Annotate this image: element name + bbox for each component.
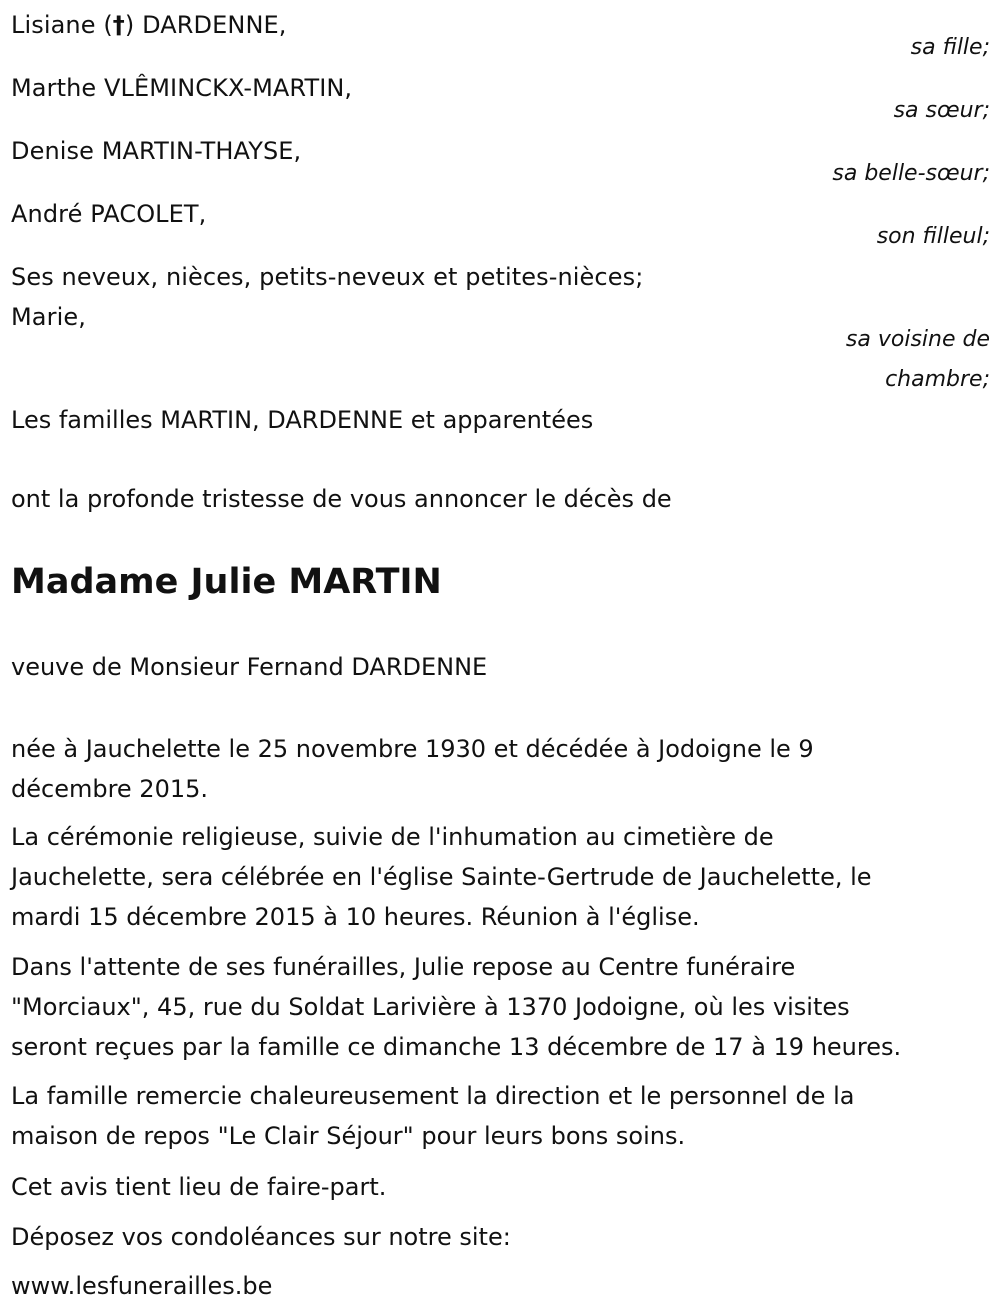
widow-of-text: veuve de Monsieur Fernand DARDENNE — [11, 653, 488, 681]
paragraph-line: La cérémonie religieuse, suivie de l'inhumation au cimetière de — [11, 823, 774, 851]
paragraph-line: "Morciaux", 45, rue du Soldat Larivière à 1370 Jodoigne, où les visites — [11, 993, 850, 1021]
name-prefix: Lisiane ( — [11, 11, 113, 39]
paragraph-line: Jauchelette, sera célébrée en l'église Sainte-Gertrude de Jauchelette, le — [11, 863, 872, 891]
neighbor-relation-line2: chambre; — [885, 367, 990, 392]
ceremony-paragraph — [11, 817, 996, 937]
paragraph-line: née à Jauchelette le 25 novembre 1930 et décédée à Jodoigne le 9 — [11, 735, 814, 763]
paragraph-line: décembre 2015. — [11, 775, 209, 803]
paragraph-line: Cet avis tient lieu de faire-part. — [11, 1173, 387, 1201]
birth-death-paragraph — [11, 729, 996, 809]
neighbor-relation-line1: sa voisine de — [845, 327, 990, 352]
paragraph-line: La famille remercie chaleureusement la direction et le personnel de la — [11, 1082, 855, 1110]
families-line: Les familles MARTIN, DARDENNE et apparentées — [11, 406, 594, 434]
website-url[interactable]: www.lesfunerailles.be — [11, 1272, 273, 1300]
family-member-name — [11, 10, 287, 40]
family-member-relation: sa sœur; — [893, 98, 990, 123]
deceased-name: Madame Julie MARTIN — [11, 562, 442, 602]
thanks-paragraph — [11, 1076, 996, 1156]
notice-text — [11, 1167, 996, 1207]
paragraph-line: mardi 15 décembre 2015 à 10 heures. Réunion à l'église. — [11, 903, 700, 931]
condolences-text — [11, 1217, 996, 1257]
name-suffix: ) DARDENNE, — [124, 11, 287, 39]
family-member-name: André PACOLET, — [11, 200, 207, 228]
family-member-relation: sa belle-sœur; — [832, 161, 990, 186]
family-member-relation: sa fille; — [910, 35, 990, 60]
visitation-paragraph — [11, 947, 996, 1067]
paragraph-line: maison de repos "Le Clair Séjour" pour leurs bons soins. — [11, 1122, 686, 1150]
cross-icon: † — [112, 11, 125, 39]
family-member-name: Marthe VLÊMINCKX-MARTIN, — [11, 74, 353, 102]
paragraph-line: Déposez vos condoléances sur notre site: — [11, 1223, 511, 1251]
announcement-text: ont la profonde tristesse de vous annoncer le décès de — [11, 485, 672, 513]
website-link[interactable] — [11, 1266, 996, 1306]
nephews-line: Ses neveux, nièces, petits-neveux et petites-nièces; — [11, 263, 644, 291]
paragraph-line: seront reçues par la famille ce dimanche 13 décembre de 17 à 19 heures. — [11, 1033, 902, 1061]
family-member-name: Denise MARTIN-THAYSE, — [11, 137, 302, 165]
family-member-relation: son filleul; — [876, 224, 990, 249]
paragraph-line: Dans l'attente de ses funérailles, Julie repose au Centre funéraire — [11, 953, 796, 981]
neighbor-name: Marie, — [11, 303, 86, 331]
